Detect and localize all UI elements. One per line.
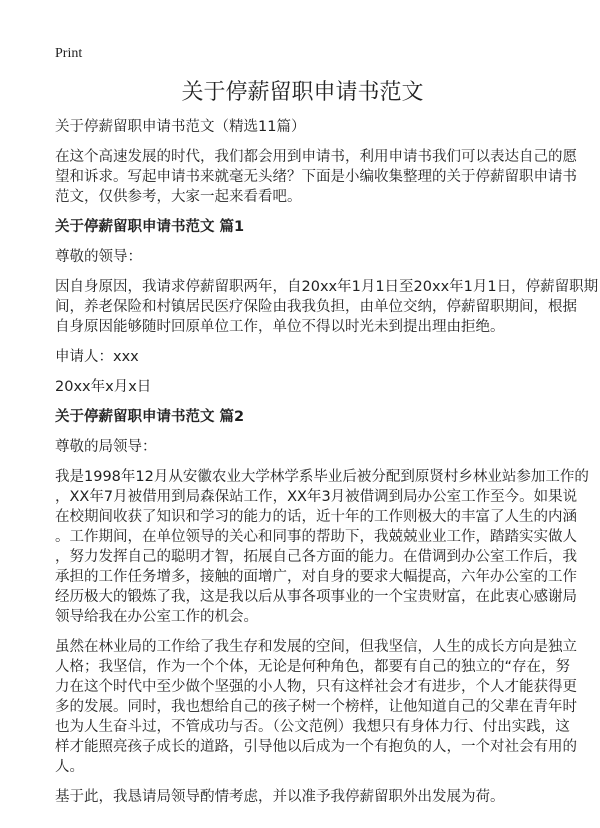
text-line: 多的发展。同时，我也想给自己的孩子树一个榜样，让他知道自己的父辈在青年时 [55,699,577,715]
body-paragraph-2a [55,467,589,627]
body-paragraph-2c: 基于此，我恳请局领导酌情考虑，并以准予我停薪留职外出发展为荷。 [55,789,505,805]
body-paragraph-2b [55,637,577,777]
text-line: 样才能照亮孩子成长的道路，引导他以后成为一个有抱负的人，一个对社会有用的 [55,739,577,755]
section-heading-2: 关于停薪留职申请书范文 篇2 [55,409,245,425]
print-link[interactable]: Print [55,46,83,61]
text-line: 领导给我在办公室工作的机会。 [55,609,258,625]
text-line: ，XX年7月被借用到局森保站工作，XX年3月被借调到局办公室工作至今。如果说 [55,489,578,505]
text-line: 我是1998年12月从安徽农业大学林学系毕业后被分配到原贤村乡林业站参加工作的 [55,469,589,485]
greeting-2: 尊敬的局领导： [55,439,157,455]
text-line: 承担的工作任务增多，接触的面增广，对自身的要求大幅提高，六年办公室的工作 [55,569,577,585]
intro-paragraph [55,147,577,207]
greeting-1: 尊敬的领导： [55,249,142,265]
page-title: 关于停薪留职申请书范文 [181,80,424,105]
text-line: 望和诉求。写起申请书来就毫无头绪？下面是小编收集整理的关于停薪留职申请书 [55,169,577,185]
text-line: 在这个高速发展的时代，我们都会用到申请书，利用申请书我们可以表达自己的愿 [55,149,577,165]
body-paragraph-1 [55,277,599,337]
text-line: ，努力发挥自己的聪明才智，拓展自己各方面的能力。在借调到办公室工作后，我 [55,549,577,565]
text-line: 自身原因能够随时回原单位工作，单位不得以时光未到提出理由拒绝。 [55,319,505,335]
subtitle: 关于停薪留职申请书范文（精选11篇） [55,119,306,135]
text-line: 经历极大的锻炼了我，这是我以后从事各项事业的一个宝贵财富，在此衷心感谢局 [55,589,577,605]
section-heading-1: 关于停薪留职申请书范文 篇1 [55,219,245,235]
text-line: 间，养老保险和村镇居民医疗保险由我我负担，由单位交纳，停薪留职期间，根据 [55,299,577,315]
applicant: 申请人：xxx [55,349,139,365]
text-line: 范文，仅供参考，大家一起来看看吧。 [55,189,302,205]
date: 20xx年x月x日 [55,379,152,395]
text-line: 力在这个时代中至少做个坚强的小人物，只有这样社会才有进步，个人才能获得更 [55,679,577,695]
text-line: 人。 [55,759,84,775]
text-line: 虽然在林业局的工作给了我生存和发展的空间，但我坚信，人生的成长方向是独立 [55,639,577,655]
text-line: 因自身原因，我请求停薪留职两年，自20xx年1月1日至20xx年1月1日，停薪留职期 [55,279,599,295]
text-line: 在校期间收获了知识和学习的能力的话，近十年的工作则极大的丰富了人生的内涵 [55,509,577,525]
text-line: 。工作期间，在单位领导的关心和同事的帮助下，我兢兢业业工作，踏踏实实做人 [55,529,577,545]
text-line: 也为人生奋斗过，不管成功与否。（公文范例）我想只有身体力行、付出实践，这 [55,719,570,735]
text-line: 人格；我坚信，作为一个个体，无论是何种角色，都要有自己的独立的“存在，努 [55,659,571,675]
